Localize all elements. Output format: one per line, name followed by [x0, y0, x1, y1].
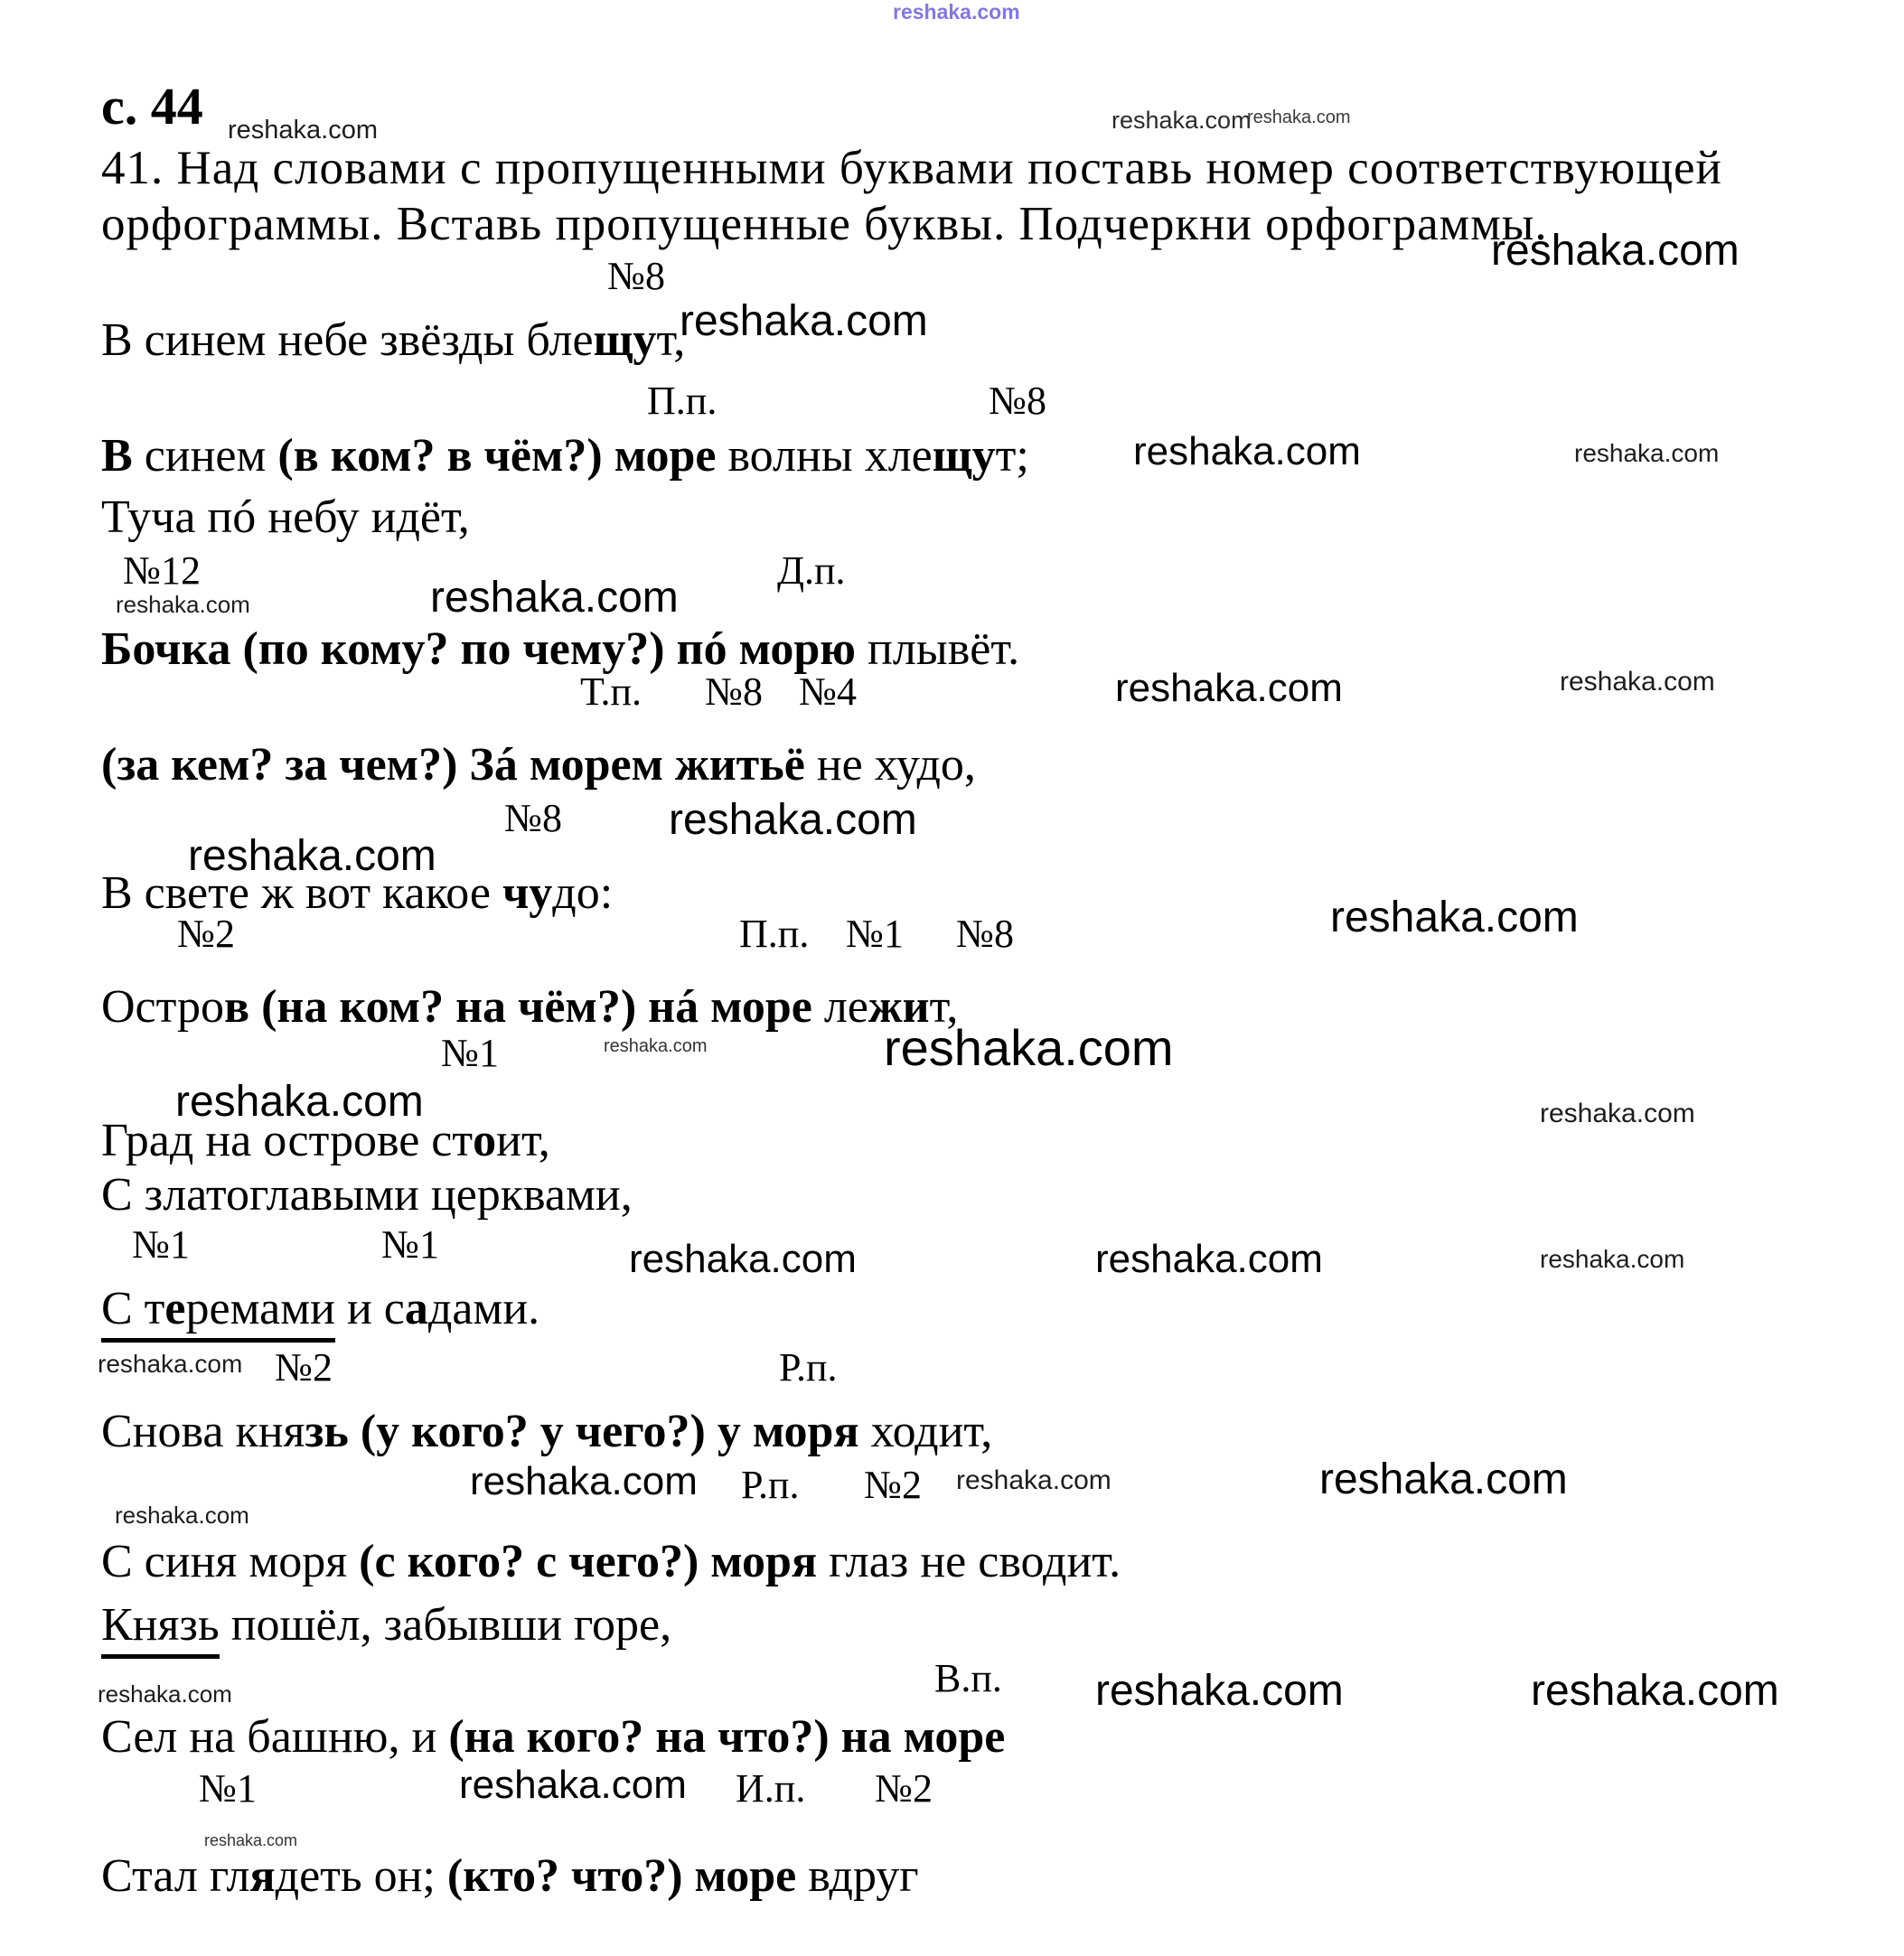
text-segment: т,: [656, 314, 686, 366]
marked-orthogram: (на кого? на что?) на море: [448, 1711, 1006, 1763]
text-segment: вдруг: [796, 1850, 919, 1902]
marked-orthogram: зь (у кого? у чего?) у моря: [305, 1406, 859, 1457]
watermark: reshaka.com: [459, 1763, 687, 1807]
text-segment: ле: [811, 981, 868, 1033]
case-label-annotation: Д.п.: [777, 548, 846, 593]
poem-line: [101, 1599, 671, 1659]
watermark: reshaka.com: [1560, 667, 1715, 697]
text-segment: Снова кня: [101, 1406, 305, 1457]
orthogram-number-annotation: №8: [705, 669, 763, 714]
watermark: reshaka.com: [669, 796, 917, 844]
watermark: reshaka.com: [1540, 1245, 1685, 1273]
text-segment: Туча пó небу идёт,: [101, 491, 470, 543]
poem-line: [101, 1406, 992, 1458]
watermark: reshaka.com: [884, 1019, 1174, 1076]
marked-orthogram: (кто? что?) море: [446, 1850, 797, 1902]
text-segment: дами.: [427, 1283, 540, 1334]
case-label-annotation: Р.п.: [741, 1463, 800, 1507]
marked-orthogram: чу: [502, 867, 553, 919]
text-segment: т;: [995, 430, 1029, 482]
orthogram-number-annotation: №1: [199, 1766, 257, 1811]
case-label-annotation: Р.п.: [779, 1345, 838, 1390]
orthogram-number-annotation: №8: [607, 254, 665, 298]
orthogram-number-annotation: №1: [132, 1222, 190, 1267]
text-segment: С златоглавыми церквами,: [101, 1169, 633, 1221]
text-segment: волны хле: [716, 430, 933, 482]
watermark: reshaka.com: [115, 1502, 249, 1529]
watermark: reshaka.com: [430, 574, 679, 622]
text-segment: В синем небе звёзды бле: [101, 314, 594, 366]
poem-line: [101, 1115, 550, 1167]
poem-line: [101, 1850, 919, 1903]
marked-orthogram: жи: [868, 981, 930, 1033]
watermark: reshaka.com: [1319, 1455, 1568, 1503]
watermark: reshaka.com: [956, 1465, 1111, 1495]
watermark: reshaka.com: [204, 1831, 298, 1849]
watermark: reshaka.com: [1111, 107, 1252, 134]
marked-orthogram: Бочка (по кому? по чему?) пó морю: [101, 623, 856, 675]
orthogram-number-annotation: №2: [275, 1345, 333, 1390]
marked-orthogram: (за кем? за чем?) Зá морем житьё: [101, 739, 805, 791]
orthogram-number-annotation: №12: [123, 548, 201, 593]
text-segment: и с: [334, 1283, 405, 1334]
text-segment: Сел на башню, и: [101, 1711, 449, 1763]
text-segment: Стал гл: [101, 1850, 250, 1902]
marked-orthogram: я: [249, 1850, 276, 1902]
orthogram-number-annotation: №8: [956, 912, 1014, 956]
watermark: reshaka.com: [1540, 1099, 1695, 1128]
watermark: reshaka.com: [604, 1036, 708, 1056]
orthogram-number-annotation: №1: [381, 1222, 439, 1267]
case-label-annotation: П.п.: [739, 912, 810, 956]
poem-line: [101, 491, 470, 544]
watermark: reshaka.com: [1247, 108, 1351, 127]
watermark: reshaka.com: [1491, 227, 1740, 275]
poem-line: [101, 1711, 1005, 1764]
text-segment: глаз не сводит.: [817, 1536, 1121, 1587]
case-label-annotation: П.п.: [647, 379, 718, 423]
text-segment: не худо,: [804, 739, 976, 791]
watermark: reshaka.com: [175, 1078, 424, 1126]
poem-line: [101, 739, 976, 791]
text-segment: пошёл, забывши горе,: [219, 1599, 672, 1651]
watermark: reshaka.com: [188, 832, 436, 880]
text-segment: до:: [552, 867, 614, 919]
orthogram-number-annotation: №2: [177, 912, 235, 956]
watermark: reshaka.com: [629, 1237, 857, 1281]
orthogram-number-annotation: №2: [864, 1463, 922, 1507]
orthogram-number-annotation: №1: [441, 1031, 499, 1075]
marked-orthogram: в (на ком? на чём?) нá море: [224, 981, 812, 1033]
text-segment: ходит,: [858, 1406, 993, 1457]
watermark: reshaka.com: [1330, 894, 1579, 941]
case-label-annotation: В.п.: [934, 1656, 1002, 1700]
orthogram-number-annotation: №1: [846, 912, 904, 956]
watermark: reshaka.com: [1115, 666, 1343, 710]
case-label-annotation: Т.п.: [580, 669, 642, 714]
watermark: reshaka.com: [228, 116, 379, 145]
marked-orthogram: щу: [593, 314, 657, 366]
marked-orthogram: щу: [932, 430, 996, 482]
orthogram-number-annotation: №2: [875, 1766, 933, 1811]
text-segment: деть он;: [275, 1850, 447, 1902]
underlined-word: ремами: [186, 1283, 335, 1343]
task-instruction-line-2: орфограммы. Вставь пропущенные буквы. Подчеркни орфограммы.: [101, 198, 1548, 250]
text-segment: Град на острове ст: [101, 1115, 474, 1166]
marked-orthogram: о: [473, 1115, 497, 1166]
text-segment: ит,: [496, 1115, 550, 1166]
marked-orthogram: (в ком? в чём?) море: [277, 430, 717, 482]
text-segment: т,: [929, 981, 959, 1033]
text-segment: Остро: [101, 981, 224, 1033]
poem-line: [101, 430, 1029, 482]
watermark: reshaka.com: [1133, 429, 1361, 473]
watermark: reshaka.com: [893, 0, 1020, 23]
task-instruction-line-1: 41. Над словами с пропущенными буквами поставь номер соответствующей: [101, 142, 1722, 194]
marked-orthogram: В: [101, 430, 133, 482]
watermark: reshaka.com: [680, 297, 928, 345]
watermark: reshaka.com: [1531, 1667, 1779, 1715]
marked-orthogram: а: [404, 1283, 428, 1334]
text-segment: плывёт.: [855, 623, 1020, 675]
underlined-word: е: [164, 1283, 185, 1343]
watermark: reshaka.com: [98, 1680, 232, 1708]
case-label-annotation: И.п.: [736, 1766, 806, 1811]
poem-line: [101, 1536, 1121, 1588]
page-number-label: с. 44: [101, 77, 203, 136]
underlined-word: Князь: [101, 1599, 220, 1659]
poem-line: [101, 1283, 539, 1343]
watermark: reshaka.com: [1095, 1237, 1323, 1281]
poem-line: [101, 867, 613, 920]
marked-orthogram: (с кого? с чего?) моря: [359, 1536, 818, 1587]
text-segment: В свете ж вот какое: [101, 867, 502, 919]
watermark: reshaka.com: [470, 1459, 698, 1503]
watermark: reshaka.com: [98, 1350, 243, 1378]
text-segment: синем: [132, 430, 278, 482]
text-segment: С синя моря: [101, 1536, 360, 1587]
underlined-word: С т: [101, 1283, 164, 1343]
poem-line: [101, 623, 1019, 676]
poem-line: [101, 314, 685, 367]
watermark: reshaka.com: [1095, 1667, 1344, 1715]
poem-line: [101, 981, 958, 1034]
watermark: reshaka.com: [1574, 439, 1720, 467]
orthogram-number-annotation: №4: [799, 669, 857, 714]
poem-line: [101, 1169, 633, 1221]
orthogram-number-annotation: №8: [504, 796, 562, 840]
watermark: reshaka.com: [116, 591, 250, 618]
orthogram-number-annotation: №8: [989, 379, 1046, 423]
